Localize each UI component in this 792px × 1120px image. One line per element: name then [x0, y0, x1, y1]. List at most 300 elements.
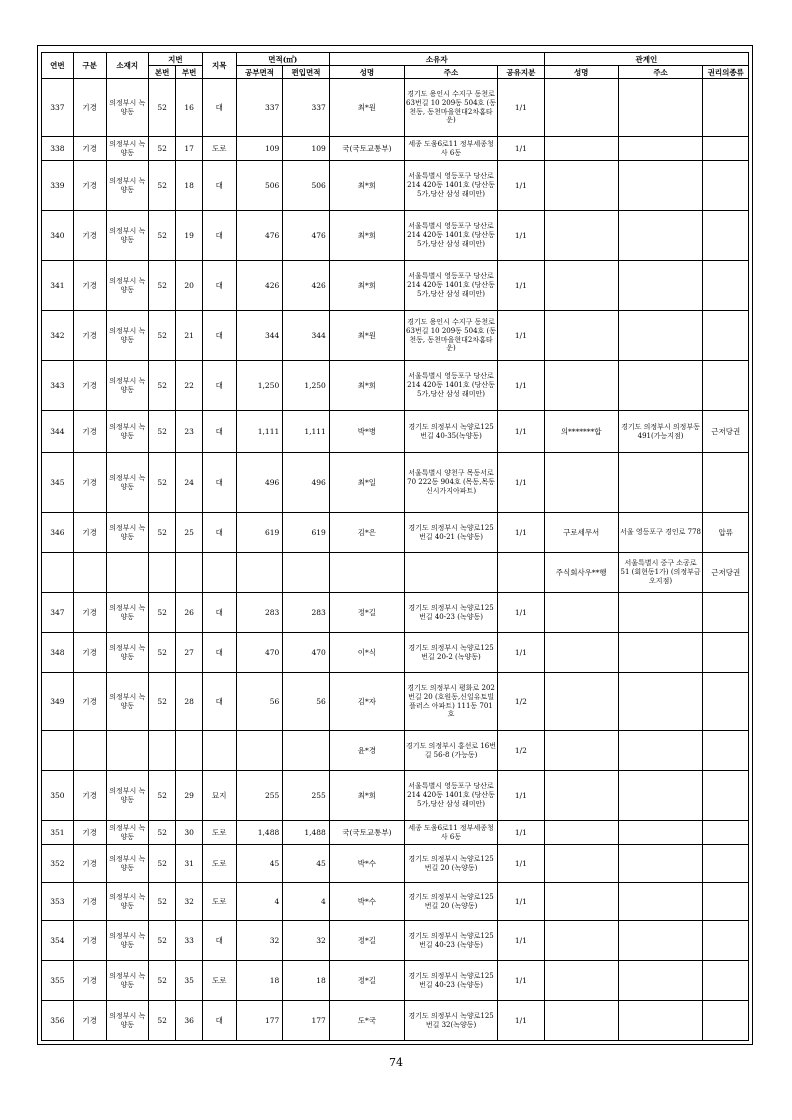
row-bonbeon: 52 — [148, 845, 176, 883]
row-owner-address: 경기도 용인시 수지구 동천로63번길 10 209동 504호 (동천동, 동천마을현대2차홈타운) — [404, 79, 497, 137]
row-bonbeon: 52 — [148, 137, 176, 161]
row-public-area: 619 — [236, 513, 283, 553]
row-rights-type — [703, 771, 749, 821]
row-category: 기경 — [73, 961, 106, 1001]
row-location: 의정부시 녹양동 — [106, 673, 148, 731]
row-public-area: 18 — [236, 961, 283, 1001]
table-row — [42, 883, 749, 921]
row-number: 341 — [42, 261, 74, 311]
row-public-area: 470 — [236, 633, 283, 673]
row-owner-name: 국(국토교통부) — [329, 821, 404, 845]
row-public-area: 283 — [236, 593, 283, 633]
row-jimok: 대 — [202, 633, 236, 673]
row-party-address — [618, 921, 703, 961]
row-number: 347 — [42, 593, 74, 633]
row-bubeon: 21 — [176, 311, 202, 361]
row-number: 338 — [42, 137, 74, 161]
row-jimok: 대 — [202, 513, 236, 553]
row-number: 349 — [42, 673, 74, 731]
row-category: 기경 — [73, 845, 106, 883]
row-bonbeon: 52 — [148, 633, 176, 673]
row-public-area: 1,488 — [236, 821, 283, 845]
row-category: 기경 — [73, 137, 106, 161]
row-party-address — [618, 1001, 703, 1041]
row-included-area: 470 — [283, 633, 330, 673]
row-share: 1/2 — [498, 673, 545, 731]
row-public-area: 476 — [236, 211, 283, 261]
row-bonbeon: 52 — [148, 771, 176, 821]
row-jimok: 대 — [202, 921, 236, 961]
header-jibeon: 지번 — [148, 53, 202, 66]
row-owner-address: 경기도 의정부시 녹양로125번길 40-23 (녹양동) — [404, 921, 497, 961]
row-share: 1/1 — [498, 821, 545, 845]
row-party-address — [618, 731, 703, 771]
row-party-name — [544, 633, 618, 673]
row-jimok: 도로 — [202, 845, 236, 883]
row-owner-name: 이*식 — [329, 633, 404, 673]
row-location — [106, 553, 148, 593]
row-location: 의정부시 녹양동 — [106, 211, 148, 261]
row-owner-name: 정*길 — [329, 921, 404, 961]
header-bubeon: 부번 — [176, 66, 202, 79]
row-location: 의정부시 녹양동 — [106, 845, 148, 883]
row-bubeon: 25 — [176, 513, 202, 553]
row-location: 의정부시 녹양동 — [106, 361, 148, 411]
row-party-address — [618, 361, 703, 411]
row-public-area: 255 — [236, 771, 283, 821]
row-category: 기경 — [73, 633, 106, 673]
row-bonbeon: 52 — [148, 411, 176, 453]
row-share: 1/1 — [498, 411, 545, 453]
row-rights-type: 근저당권 — [703, 411, 749, 453]
row-bubeon: 19 — [176, 211, 202, 261]
row-public-area: 426 — [236, 261, 283, 311]
row-included-area: 32 — [283, 921, 330, 961]
row-bubeon: 35 — [176, 961, 202, 1001]
row-rights-type — [703, 161, 749, 211]
row-party-address — [618, 673, 703, 731]
row-number: 342 — [42, 311, 74, 361]
row-number: 352 — [42, 845, 74, 883]
table-row — [42, 845, 749, 883]
row-bubeon: 33 — [176, 921, 202, 961]
row-owner-address: 경기도 의정부시 녹양로125번길 40-35(녹양동) — [404, 411, 497, 453]
row-public-area: 177 — [236, 1001, 283, 1041]
row-bubeon: 30 — [176, 821, 202, 845]
row-owner-name: 최*희 — [329, 771, 404, 821]
row-share: 1/1 — [498, 137, 545, 161]
row-owner-name: 김*은 — [329, 513, 404, 553]
row-location: 의정부시 녹양동 — [106, 961, 148, 1001]
row-included-area: 56 — [283, 673, 330, 731]
row-party-name — [544, 883, 618, 921]
table-row — [42, 311, 749, 361]
row-public-area: 1,250 — [236, 361, 283, 411]
row-category: 기경 — [73, 411, 106, 453]
row-owner-name: 최*희 — [329, 161, 404, 211]
header-gubun: 구분 — [73, 53, 106, 79]
header-public-area: 공부면적 — [236, 66, 283, 79]
row-category: 기경 — [73, 673, 106, 731]
row-bubeon: 20 — [176, 261, 202, 311]
row-public-area — [236, 553, 283, 593]
row-included-area: 476 — [283, 211, 330, 261]
row-owner-address: 경기도 의정부시 평화로 202번길 20 (호원동,신일유토빌 플러스 아파트) 111동 701호 — [404, 673, 497, 731]
row-bonbeon: 52 — [148, 883, 176, 921]
row-bonbeon: 52 — [148, 211, 176, 261]
row-included-area: 619 — [283, 513, 330, 553]
row-number: 337 — [42, 79, 74, 137]
row-included-area: 496 — [283, 453, 330, 513]
row-owner-name: 국(국토교통부) — [329, 137, 404, 161]
row-share: 1/1 — [498, 513, 545, 553]
row-owner-address: 경기도 용인시 수지구 동천로63번길 10 209동 504호 (동천동, 동천마을현대2차홈타운) — [404, 311, 497, 361]
row-rights-type — [703, 361, 749, 411]
row-location: 의정부시 녹양동 — [106, 161, 148, 211]
row-bubeon: 31 — [176, 845, 202, 883]
row-owner-address: 서울특별시 양천구 목동서로 70 222동 904호 (목동,목동신시가지아파트) — [404, 453, 497, 513]
row-number: 351 — [42, 821, 74, 845]
row-jimok: 대 — [202, 261, 236, 311]
row-category: 기경 — [73, 161, 106, 211]
row-location: 의정부시 녹양동 — [106, 261, 148, 311]
row-owner-address: 서울특별시 영등포구 당산로 214 420동 1401호 (당산동5가,당산 삼성 래미안) — [404, 161, 497, 211]
row-owner-name: 정*길 — [329, 961, 404, 1001]
row-rights-type — [703, 731, 749, 771]
row-bonbeon: 52 — [148, 961, 176, 1001]
row-rights-type — [703, 921, 749, 961]
header-included-area: 편입면적 — [283, 66, 330, 79]
row-location: 의정부시 녹양동 — [106, 633, 148, 673]
row-party-address — [618, 845, 703, 883]
row-location — [106, 731, 148, 771]
row-bubeon: 32 — [176, 883, 202, 921]
row-jimok: 묘지 — [202, 771, 236, 821]
row-bubeon: 17 — [176, 137, 202, 161]
row-number: 354 — [42, 921, 74, 961]
row-public-area: 496 — [236, 453, 283, 513]
row-public-area: 4 — [236, 883, 283, 921]
row-category: 기경 — [73, 883, 106, 921]
row-bonbeon: 52 — [148, 261, 176, 311]
row-rights-type — [703, 1001, 749, 1041]
row-bonbeon: 52 — [148, 453, 176, 513]
row-party-address — [618, 633, 703, 673]
table-body — [42, 79, 749, 1041]
row-owner-address: 경기도 의정부시 녹양로125번길 40-23 (녹양동) — [404, 593, 497, 633]
row-jimok: 도로 — [202, 883, 236, 921]
row-included-area: 506 — [283, 161, 330, 211]
header-jimok: 지목 — [202, 53, 236, 79]
row-owner-address: 세종 도움6로11 정부세종청사 6동 — [404, 137, 497, 161]
row-share: 1/1 — [498, 633, 545, 673]
row-owner-address: 경기도 의정부시 녹양로125번길 40-23 (녹양동) — [404, 961, 497, 1001]
row-category: 기경 — [73, 821, 106, 845]
row-location: 의정부시 녹양동 — [106, 921, 148, 961]
row-category: 기경 — [73, 79, 106, 137]
row-share: 1/1 — [498, 921, 545, 961]
row-party-name — [544, 1001, 618, 1041]
row-party-name — [544, 961, 618, 1001]
row-bubeon: 28 — [176, 673, 202, 731]
row-party-address — [618, 821, 703, 845]
row-rights-type — [703, 79, 749, 137]
row-included-area: 283 — [283, 593, 330, 633]
row-rights-type: 근저당권 — [703, 553, 749, 593]
row-included-area: 177 — [283, 1001, 330, 1041]
table-row — [42, 771, 749, 821]
row-included-area: 1,488 — [283, 821, 330, 845]
row-category: 기경 — [73, 921, 106, 961]
row-number: 353 — [42, 883, 74, 921]
row-share — [498, 553, 545, 593]
row-category: 기경 — [73, 1001, 106, 1041]
row-owner-name: 최*희 — [329, 361, 404, 411]
row-share: 1/1 — [498, 593, 545, 633]
row-number — [42, 731, 74, 771]
row-party-address: 서울특별시 중구 소공로 51 (회현동1가) (의정부금오지점) — [618, 553, 703, 593]
row-owner-name: 도*국 — [329, 1001, 404, 1041]
row-owner-name: 최*일 — [329, 453, 404, 513]
row-included-area: 18 — [283, 961, 330, 1001]
row-bonbeon: 52 — [148, 79, 176, 137]
row-category: 기경 — [73, 261, 106, 311]
row-bubeon: 22 — [176, 361, 202, 411]
row-owner-address: 서울특별시 영등포구 당산로 214 420동 1401호 (당산동5가,당산 삼성 래미안) — [404, 261, 497, 311]
row-party-address — [618, 311, 703, 361]
table-row — [42, 361, 749, 411]
row-party-address — [618, 261, 703, 311]
row-party-address — [618, 883, 703, 921]
row-number: 344 — [42, 411, 74, 453]
row-public-area: 506 — [236, 161, 283, 211]
row-category: 기경 — [73, 361, 106, 411]
row-rights-type: 압류 — [703, 513, 749, 553]
row-number: 348 — [42, 633, 74, 673]
row-share: 1/1 — [498, 161, 545, 211]
row-public-area: 344 — [236, 311, 283, 361]
table-row — [42, 513, 749, 553]
row-rights-type — [703, 453, 749, 513]
row-bonbeon: 52 — [148, 593, 176, 633]
row-owner-address: 경기도 의정부시 홍선로 16번길 56-8 (가능동) — [404, 731, 497, 771]
row-bonbeon: 52 — [148, 673, 176, 731]
row-bubeon — [176, 731, 202, 771]
row-party-name — [544, 211, 618, 261]
row-public-area: 56 — [236, 673, 283, 731]
table-row — [42, 137, 749, 161]
row-bubeon: 24 — [176, 453, 202, 513]
row-party-name — [544, 79, 618, 137]
row-category: 기경 — [73, 211, 106, 261]
row-owner-address: 서울특별시 영등포구 당산로 214 420동 1401호 (당산동5가,당산 삼성 래미안) — [404, 771, 497, 821]
row-owner-address: 세종 도움6로11 정부세종청사 6동 — [404, 821, 497, 845]
row-party-address — [618, 137, 703, 161]
table-row — [42, 453, 749, 513]
row-owner-address: 경기도 의정부시 녹양로125번길 40-21 (녹양동) — [404, 513, 497, 553]
row-party-address — [618, 211, 703, 261]
row-location: 의정부시 녹양동 — [106, 1001, 148, 1041]
row-location: 의정부시 녹양동 — [106, 79, 148, 137]
row-share: 1/1 — [498, 361, 545, 411]
header-owner: 소유자 — [329, 53, 544, 66]
row-rights-type — [703, 961, 749, 1001]
row-jimok: 대 — [202, 211, 236, 261]
table-row — [42, 633, 749, 673]
row-owner-address: 경기도 의정부시 녹양로125번길 20-2 (녹양동) — [404, 633, 497, 673]
row-public-area: 109 — [236, 137, 283, 161]
row-owner-address: 경기도 의정부시 녹양로125번길 32(녹양동) — [404, 1001, 497, 1041]
row-bubeon: 36 — [176, 1001, 202, 1041]
table-row — [42, 961, 749, 1001]
row-party-address — [618, 771, 703, 821]
row-bonbeon: 52 — [148, 513, 176, 553]
row-party-name — [544, 821, 618, 845]
row-owner-address: 경기도 의정부시 녹양로125번길 20 (녹양동) — [404, 883, 497, 921]
land-register-table — [41, 52, 749, 1041]
row-location: 의정부시 녹양동 — [106, 771, 148, 821]
row-category: 기경 — [73, 593, 106, 633]
row-owner-address: 경기도 의정부시 녹양로125번길 20 (녹양동) — [404, 845, 497, 883]
row-rights-type — [703, 883, 749, 921]
row-party-name — [544, 361, 618, 411]
header-share: 공유지분 — [498, 66, 545, 79]
row-bonbeon: 52 — [148, 311, 176, 361]
row-owner-name: 박*수 — [329, 845, 404, 883]
row-jimok: 도로 — [202, 821, 236, 845]
row-rights-type — [703, 137, 749, 161]
header-owner-name: 성명 — [329, 66, 404, 79]
row-owner-name: 최*희 — [329, 211, 404, 261]
row-party-name — [544, 311, 618, 361]
row-bubeon: 27 — [176, 633, 202, 673]
row-jimok: 대 — [202, 79, 236, 137]
row-category: 기경 — [73, 453, 106, 513]
table-row — [42, 161, 749, 211]
row-location: 의정부시 녹양동 — [106, 883, 148, 921]
row-party-name: 의*******합 — [544, 411, 618, 453]
row-public-area: 337 — [236, 79, 283, 137]
row-jimok: 대 — [202, 1001, 236, 1041]
row-bubeon: 29 — [176, 771, 202, 821]
row-jimok: 도로 — [202, 137, 236, 161]
row-location: 의정부시 녹양동 — [106, 513, 148, 553]
row-included-area: 344 — [283, 311, 330, 361]
row-jimok: 대 — [202, 673, 236, 731]
row-rights-type — [703, 845, 749, 883]
row-number: 355 — [42, 961, 74, 1001]
header-bonbeon: 본번 — [148, 66, 176, 79]
row-location: 의정부시 녹양동 — [106, 411, 148, 453]
row-rights-type — [703, 593, 749, 633]
row-rights-type — [703, 673, 749, 731]
row-bubeon — [176, 553, 202, 593]
row-jimok: 대 — [202, 161, 236, 211]
row-bubeon: 23 — [176, 411, 202, 453]
row-included-area: 1,111 — [283, 411, 330, 453]
row-rights-type — [703, 261, 749, 311]
row-party-name — [544, 261, 618, 311]
row-location: 의정부시 녹양동 — [106, 593, 148, 633]
row-owner-name: 윤*경 — [329, 731, 404, 771]
row-category: 기경 — [73, 513, 106, 553]
row-party-name — [544, 673, 618, 731]
row-owner-name — [329, 553, 404, 593]
row-included-area: 255 — [283, 771, 330, 821]
row-included-area: 337 — [283, 79, 330, 137]
row-bonbeon: 52 — [148, 361, 176, 411]
row-location: 의정부시 녹양동 — [106, 137, 148, 161]
row-party-name — [544, 921, 618, 961]
row-location: 의정부시 녹양동 — [106, 821, 148, 845]
row-bonbeon — [148, 553, 176, 593]
table-row — [42, 211, 749, 261]
row-owner-name: 최*희 — [329, 261, 404, 311]
row-included-area — [283, 553, 330, 593]
row-jimok: 대 — [202, 593, 236, 633]
row-number: 356 — [42, 1001, 74, 1041]
row-bubeon: 18 — [176, 161, 202, 211]
row-category: 기경 — [73, 311, 106, 361]
row-share: 1/1 — [498, 961, 545, 1001]
row-party-address: 경기도 의정부시 의정부동 491(가능지점) — [618, 411, 703, 453]
row-included-area: 1,250 — [283, 361, 330, 411]
page-number: 74 — [389, 1056, 403, 1069]
table-row — [42, 1001, 749, 1041]
row-owner-name: 최*원 — [329, 79, 404, 137]
row-category: 기경 — [73, 771, 106, 821]
table-row — [42, 593, 749, 633]
row-share: 1/1 — [498, 311, 545, 361]
header-no: 연번 — [42, 53, 74, 79]
row-included-area: 426 — [283, 261, 330, 311]
row-party-name — [544, 453, 618, 513]
row-category — [73, 553, 106, 593]
row-number: 345 — [42, 453, 74, 513]
row-number — [42, 553, 74, 593]
row-party-address — [618, 79, 703, 137]
row-party-address — [618, 453, 703, 513]
row-share: 1/1 — [498, 771, 545, 821]
row-included-area: 109 — [283, 137, 330, 161]
row-bonbeon: 52 — [148, 161, 176, 211]
row-share: 1/1 — [498, 883, 545, 921]
row-bonbeon: 52 — [148, 821, 176, 845]
row-bonbeon — [148, 731, 176, 771]
row-included-area: 4 — [283, 883, 330, 921]
row-party-name — [544, 593, 618, 633]
header-rights-type: 권리의종류 — [703, 66, 749, 79]
row-rights-type — [703, 211, 749, 261]
header-party-name: 성명 — [544, 66, 618, 79]
row-party-address: 서울 영등포구 경인로 778 — [618, 513, 703, 553]
row-party-name: 구로세무서 — [544, 513, 618, 553]
row-party-name: 주식회사우**행 — [544, 553, 618, 593]
row-party-address — [618, 961, 703, 1001]
row-public-area: 1,111 — [236, 411, 283, 453]
row-location: 의정부시 녹양동 — [106, 453, 148, 513]
row-party-name — [544, 161, 618, 211]
row-number: 343 — [42, 361, 74, 411]
row-included-area — [283, 731, 330, 771]
row-bubeon: 26 — [176, 593, 202, 633]
row-jimok: 대 — [202, 453, 236, 513]
row-party-name — [544, 137, 618, 161]
row-location: 의정부시 녹양동 — [106, 311, 148, 361]
row-jimok: 대 — [202, 311, 236, 361]
row-share: 1/1 — [498, 845, 545, 883]
row-bonbeon: 52 — [148, 1001, 176, 1041]
